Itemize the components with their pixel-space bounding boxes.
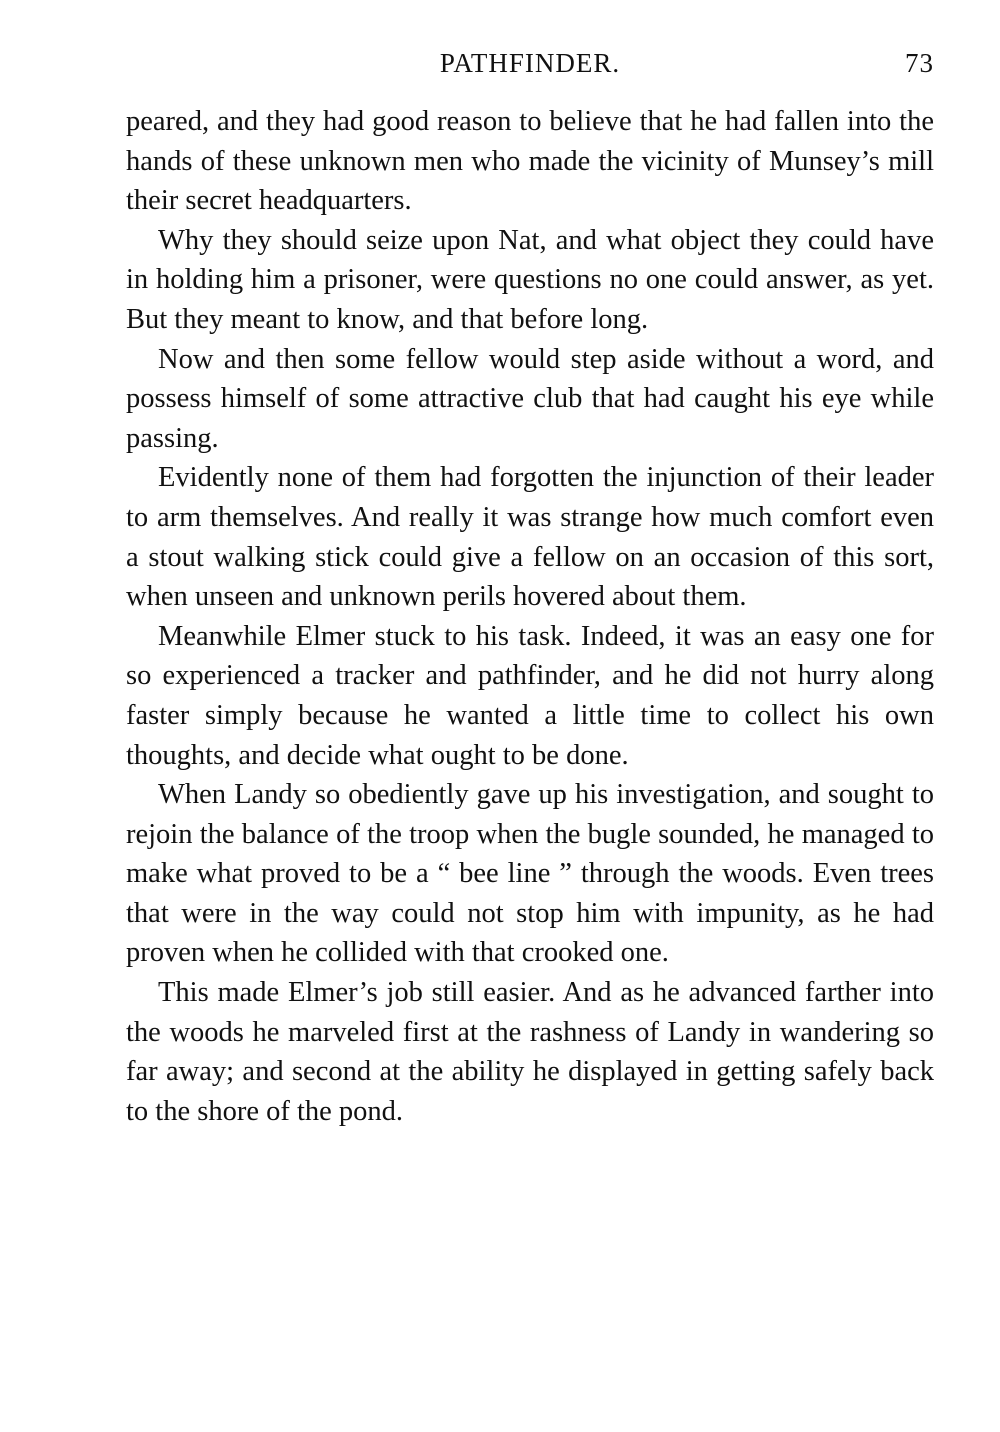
paragraph: Evidently none of them had forgotten the injunction of their leader to arm themselves. And really it was strange how much comfort even a stout walking stick could give a fellow on an occasion of this sort, when unseen and unknown perils hovered about them. [126,462,934,613]
running-head [126,46,934,80]
paragraph: Now and then some fellow would step aside without a word, and possess himself of some attractive club that had caught his eye while passing. [126,343,934,454]
body-text [126,102,934,1131]
paragraph: peared, and they had good reason to believe that he had fallen into the hands of these unknown men who made the vicinity of Munsey’s mill their secret headquarters. [126,106,934,217]
page-number: 73 [905,48,934,78]
running-title: PATHFINDER. [439,48,621,78]
paragraph: This made Elmer’s job still easier. And as he advanced farther into the woods he marveled first at the rashness of Landy in wandering so far away; and second at the ability he displayed in getting safely back to the shore of the pond. [126,977,934,1127]
paragraph: Why they should seize upon Nat, and what object they could have in holding him a prisoner, were questions no one could answer, as yet. But they meant to know, and that before long. [126,224,934,335]
paragraph: Meanwhile Elmer stuck to his task. Indeed, it was an easy one for so experienced a tracker and pathfinder, and he did not hurry along faster simply because he wanted a little time to collect his own thoughts, and decide what ought to be done. [126,620,934,771]
paragraph: When Landy so obediently gave up his investigation, and sought to rejoin the balance of the troop when the bugle sounded, he managed to make what proved to be a “ bee line ” through the woods. Even trees that were in the way could not stop him with impunity, as he had proven when he collided with that crooked one. [126,779,934,969]
